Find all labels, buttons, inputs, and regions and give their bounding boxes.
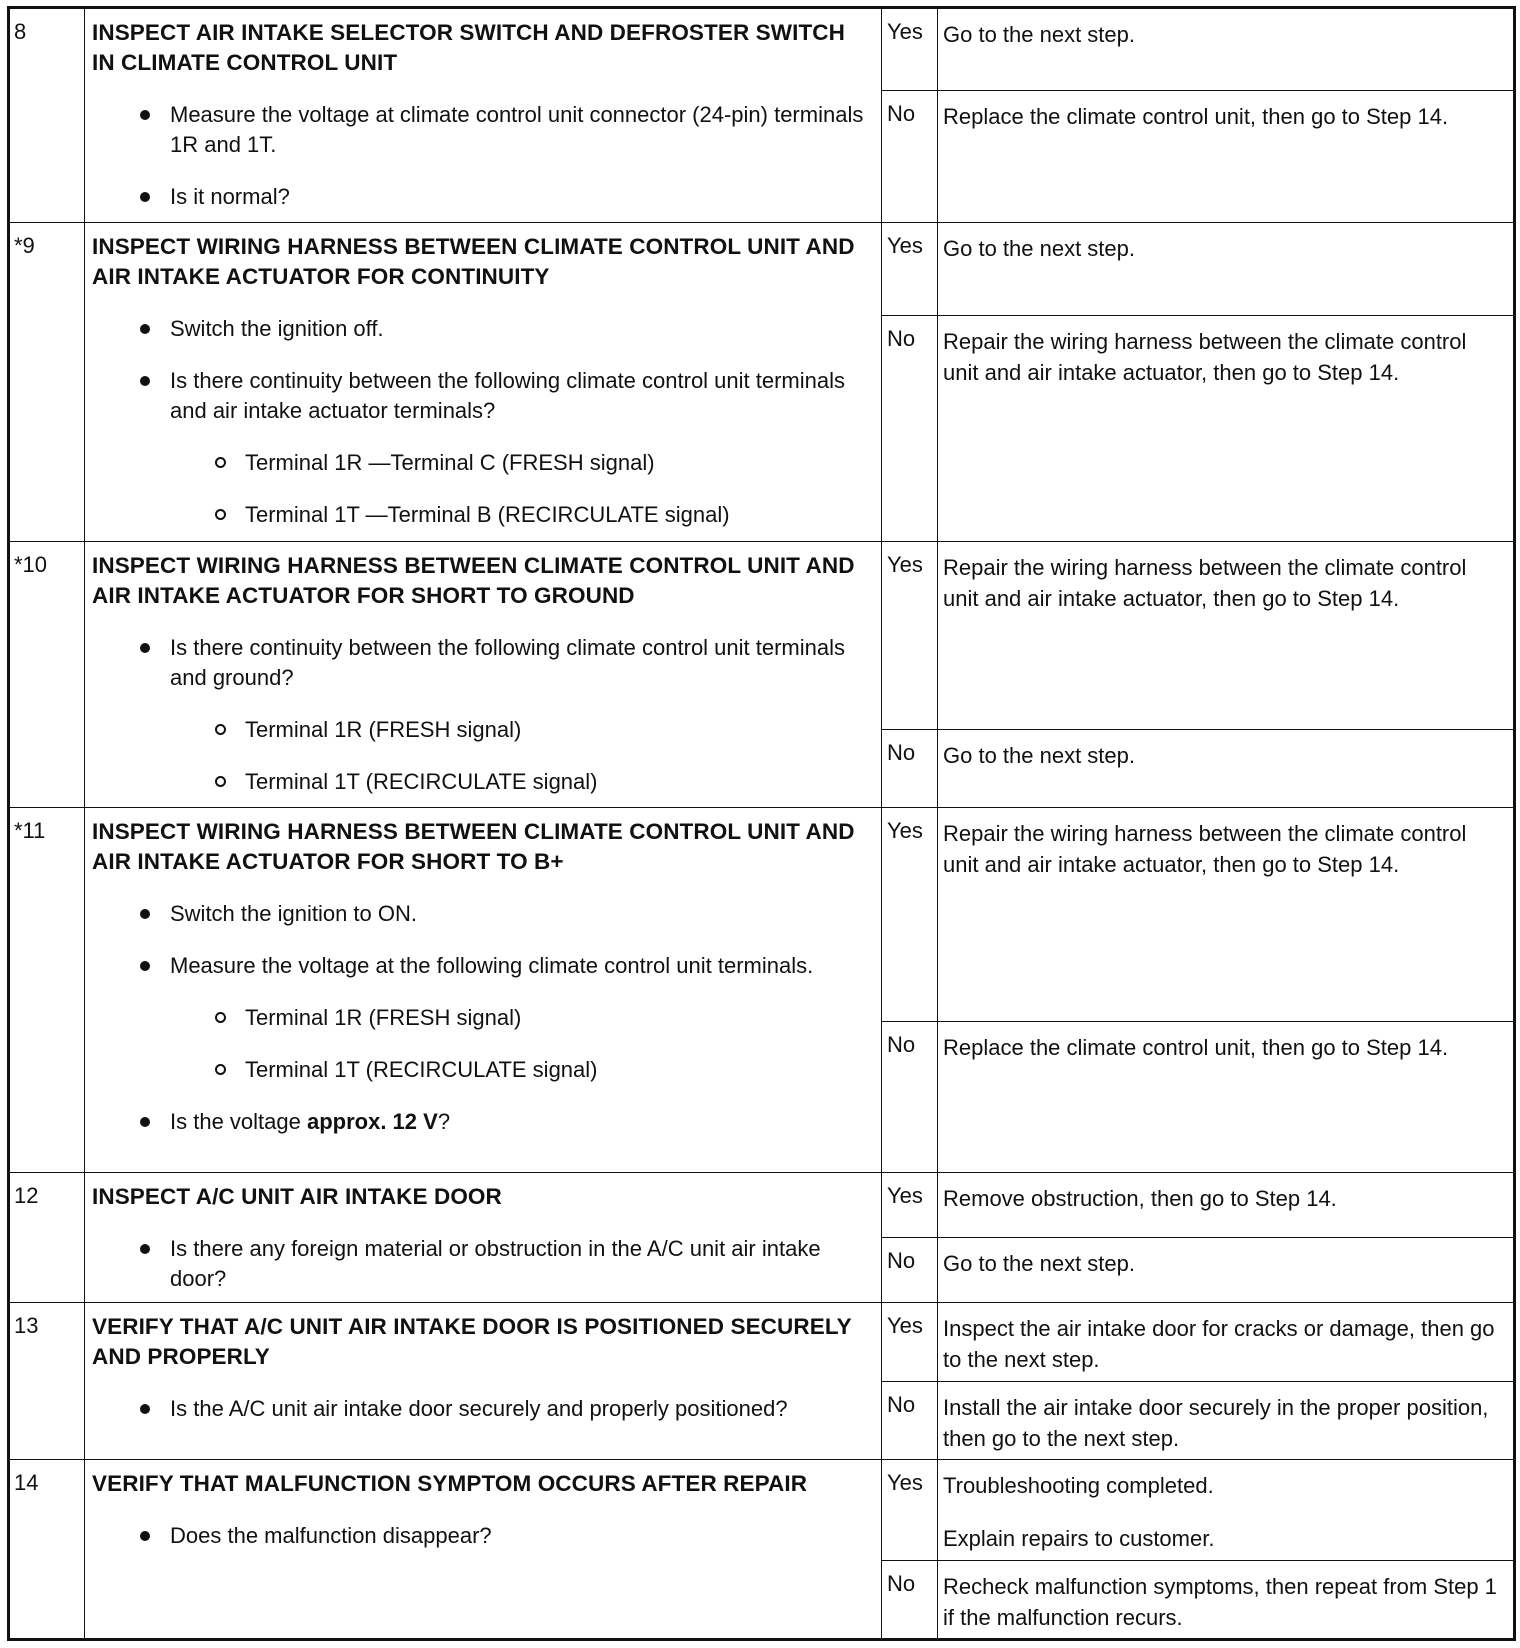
step-number: *9 [9,222,85,541]
yes-result [938,1173,1515,1238]
item-text-end: ? [437,1109,451,1135]
sub-item [245,1055,873,1085]
item-text: Terminal 1T (RECIRCULATE signal) [245,1057,598,1083]
no-result [938,1560,1515,1639]
item-text: Is the A/C unit air intake door securely and properly positioned? [170,1396,788,1422]
bullet-item [170,366,873,426]
step-number: 8 [9,8,85,223]
item-text: Terminal 1R (FRESH signal) [245,1005,522,1031]
item-text: Is there continuity between the following climate control unit terminals and ground? [170,634,846,690]
yes-result-text: Troubleshooting completed. [943,1472,1214,1498]
step-heading: INSPECT WIRING HARNESS BETWEEN CLIMATE CONTROL UNIT AND AIR INTAKE ACTUATOR FOR SHORT TO GROUND [92,552,855,608]
item-text: Does the malfunction disappear? [170,1522,492,1548]
step-action [85,222,882,541]
yes-result [938,222,1515,316]
yes-result-text: Remove obstruction, then go to Step 14. [943,1186,1337,1212]
step-row-yes [9,541,1515,729]
no-label: No [882,1021,938,1173]
step-heading: INSPECT WIRING HARNESS BETWEEN CLIMATE CONTROL UNIT AND AIR INTAKE ACTUATOR FOR SHORT TO B+ [92,819,855,875]
no-label: No [882,1381,938,1459]
item-text: Is there continuity between the following climate control unit terminals and air intake actuator terminals? [170,367,846,423]
bullet-item [170,1234,873,1294]
no-label: No [882,1560,938,1639]
yes-label: Yes [882,1303,938,1381]
yes-result-text: Explain repairs to customer. [943,1525,1215,1551]
no-result [938,1381,1515,1459]
no-result-text: Recheck malfunction symptoms, then repeat from Step 1 if the malfunction recurs. [943,1573,1497,1630]
step-number: *10 [9,541,85,807]
yes-result-text: Repair the wiring harness between the climate control unit and air intake actuator, then go to Step 14. [943,821,1467,878]
no-label: No [882,1238,938,1303]
item-emphasis: approx. 12 V [306,1109,438,1135]
bullet-item [170,633,873,693]
bullet-item [170,899,873,929]
yes-result [938,1303,1515,1381]
step-action [85,808,882,1173]
step-row-yes [9,1303,1515,1381]
step-row-yes [9,8,1515,91]
step-row-yes [9,222,1515,316]
bullet-item [170,182,873,212]
bullet-item [170,100,873,160]
yes-result [938,541,1515,729]
item-text: Is the voltage [170,1109,307,1135]
no-result [938,729,1515,807]
step-action [85,1303,882,1460]
yes-label: Yes [882,8,938,91]
yes-result-text: Go to the next step. [943,235,1136,261]
item-text: Terminal 1R (FRESH signal) [245,716,522,742]
sub-item [245,767,873,797]
no-result-text: Replace the climate control unit, then go to Step 14. [943,103,1449,129]
item-text: Measure the voltage at climate control unit connector (24-pin) terminals 1R and 1T. [170,102,864,157]
no-result-text: Repair the wiring harness between the climate control unit and air intake actuator, then go to Step 14. [943,329,1467,386]
step-number: 13 [9,1303,85,1460]
no-result-text: Install the air intake door securely in the proper position, then go to the next step. [943,1394,1489,1451]
no-result [938,1021,1515,1173]
item-text: Is there any foreign material or obstruction in the A/C unit air intake door? [170,1236,821,1292]
yes-result-text: Inspect the air intake door for cracks or damage, then go to the next step. [943,1316,1495,1373]
no-label: No [882,90,938,222]
sub-item [245,715,873,745]
troubleshooting-table [7,6,1516,1641]
yes-label: Yes [882,1173,938,1238]
step-number: *11 [9,808,85,1173]
bullet-item [170,951,873,981]
yes-result [938,1459,1515,1560]
step-row-yes [9,1173,1515,1238]
item-text: Terminal 1T —Terminal B (RECIRCULATE signal) [245,501,730,527]
yes-result-text: Go to the next step. [943,22,1136,47]
item-text: Terminal 1T (RECIRCULATE signal) [245,768,598,794]
step-action [85,541,882,807]
step-heading: VERIFY THAT A/C UNIT AIR INTAKE DOOR IS POSITIONED SECURELY AND PROPERLY [92,1314,852,1370]
no-result [938,316,1515,542]
step-heading: INSPECT A/C UNIT AIR INTAKE DOOR [92,1184,502,1210]
no-result-text: Go to the next step. [943,742,1136,768]
item-text: Measure the voltage at the following climate control unit terminals. [170,953,814,979]
no-result [938,90,1515,222]
step-action [85,8,882,223]
yes-label: Yes [882,1459,938,1560]
item-text: Terminal 1R —Terminal C (FRESH signal) [245,449,655,475]
step-heading: VERIFY THAT MALFUNCTION SYMPTOM OCCURS AFTER REPAIR [92,1470,808,1496]
step-number: 14 [9,1459,85,1639]
yes-result-text: Repair the wiring harness between the climate control unit and air intake actuator, then go to Step 14. [943,554,1467,611]
sub-item [245,500,873,530]
no-result-text: Replace the climate control unit, then go to Step 14. [943,1034,1449,1060]
no-label: No [882,316,938,542]
yes-label: Yes [882,222,938,316]
item-text: Switch the ignition to ON. [170,901,418,927]
yes-label: Yes [882,541,938,729]
sub-item [245,448,873,478]
bullet-item [170,1107,873,1137]
step-action [85,1459,882,1639]
yes-label: Yes [882,808,938,1022]
yes-result [938,808,1515,1022]
step-action [85,1173,882,1303]
bullet-item [170,1521,873,1551]
bullet-item [170,1394,873,1424]
item-text: Is it normal? [170,184,290,209]
sub-item [245,1003,873,1033]
step-heading: INSPECT WIRING HARNESS BETWEEN CLIMATE CONTROL UNIT AND AIR INTAKE ACTUATOR FOR CONTINUITY [92,233,855,289]
bullet-item [170,314,873,344]
step-row-yes [9,808,1515,1022]
step-number: 12 [9,1173,85,1303]
troubleshooting-sheet [7,6,1513,1641]
no-result-text: Go to the next step. [943,1251,1136,1277]
item-text: Switch the ignition off. [170,315,384,341]
yes-result [938,8,1515,91]
step-row-yes [9,1459,1515,1560]
no-label: No [882,729,938,807]
no-result [938,1238,1515,1303]
step-heading: INSPECT AIR INTAKE SELECTOR SWITCH AND DEFROSTER SWITCH IN CLIMATE CONTROL UNIT [92,20,846,75]
